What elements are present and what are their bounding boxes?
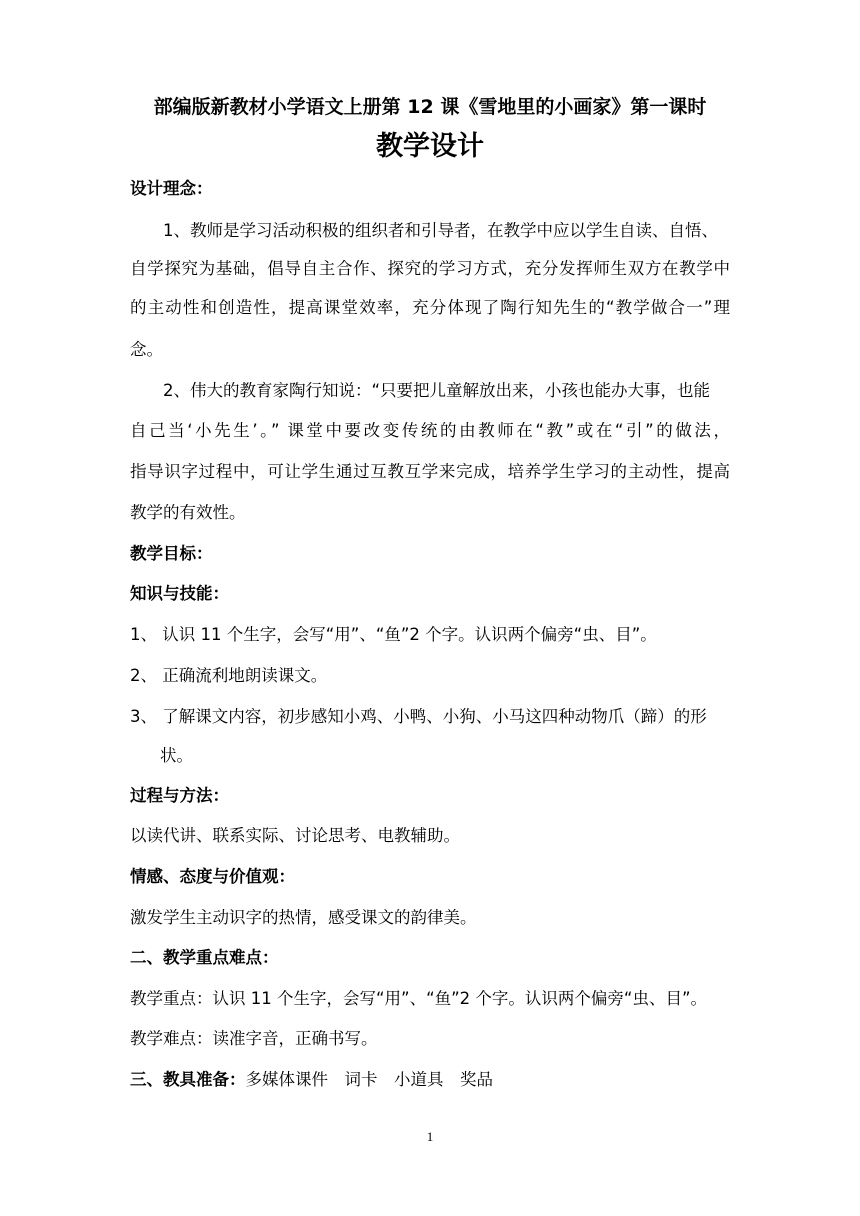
- concept-paragraph-2-line-4: 教学的有效性。: [130, 503, 246, 522]
- goal-item-3-line-1: 3、 了解课文内容，初步感知小鸡、小鸭、小狗、小马这四种动物爪（蹄）的形: [130, 707, 707, 726]
- emotion-text: 激发学生主动识字的热情，感受课文的韵律美。: [130, 908, 477, 927]
- concept-paragraph-1-line-3: 的主动性和创造性，提高课堂效率，充分体现了陶行知先生的“教学做合一”理: [130, 298, 730, 317]
- knowledge-heading: 知识与技能：: [130, 584, 229, 603]
- teaching-aids-text: 多媒体课件 词卡 小道具 奖品: [245, 1070, 493, 1089]
- process-text: 以读代讲、联系实际、讨论思考、电教辅助。: [130, 826, 460, 845]
- concept-heading: 设计理念：: [130, 179, 213, 198]
- concept-paragraph-2-line-2: 自己当‘小先生’。” 课堂中要改变传统的由教师在“教”或在“引”的做法，: [130, 421, 730, 440]
- goals-heading: 教学目标：: [130, 544, 213, 563]
- emotion-heading: 情感、态度与价值观：: [130, 867, 295, 886]
- page-number: 1: [426, 1129, 434, 1144]
- teaching-aids-line: [130, 1067, 493, 1093]
- teaching-aids-heading: 三、教具准备：: [130, 1070, 246, 1089]
- concept-paragraph-1-line-2: 自学探究为基础，倡导自主合作、探究的学习方式，充分发挥师生双方在教学中: [130, 259, 730, 278]
- key-difficult-heading: 二、教学重点难点：: [130, 948, 279, 967]
- process-heading: 过程与方法：: [130, 786, 229, 805]
- concept-paragraph-2-line-1: 2、伟大的教育家陶行知说：“只要把儿童解放出来，小孩也能办大事，也能: [163, 381, 711, 400]
- goal-item-2: 2、 正确流利地朗读课文。: [130, 666, 328, 685]
- key-point: 教学重点：认识 11 个生字，会写“用”、“鱼”2 个字。认识两个偏旁“虫、目”。: [130, 989, 708, 1008]
- concept-paragraph-2-line-3: 指导识字过程中，可让学生通过互教互学来完成，培养学生学习的主动性，提高: [130, 462, 730, 481]
- document-title: 部编版新教材小学语文上册第 12 课《雪地里的小画家》第一课时: [153, 96, 707, 118]
- goal-item-1: 1、 认识 11 个生字，会写“用”、“鱼”2 个字。认识两个偏旁“虫、目”。: [130, 625, 657, 644]
- goal-item-3-line-2: 状。: [160, 746, 193, 765]
- concept-paragraph-1-line-4: 念。: [130, 340, 163, 359]
- difficult-point: 教学难点：读准字音，正确书写。: [130, 1029, 378, 1048]
- concept-paragraph-1-line-1: 1、教师是学习活动积极的组织者和引导者，在教学中应以学生自读、自悟、: [163, 221, 718, 240]
- document-subtitle: 教学设计: [376, 131, 484, 162]
